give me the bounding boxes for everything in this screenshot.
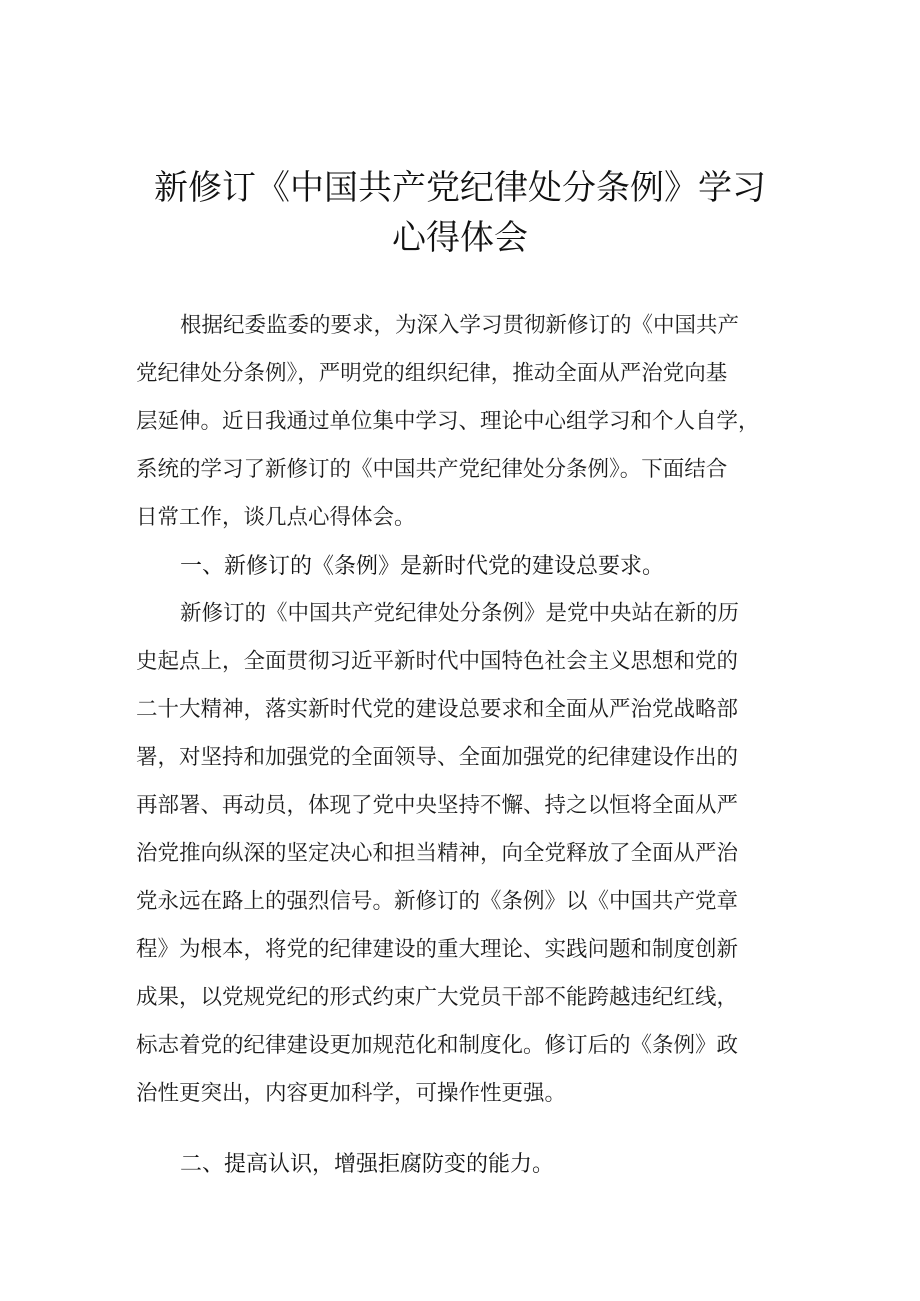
section-1-line: 史起点上，全面贯彻习近平新时代中国特色社会主义思想和党的 xyxy=(136,649,739,674)
section-2-heading: 二、提高认识，增强拒腐防变的能力。 xyxy=(180,1152,555,1177)
document-title-line-1: 新修订《中国共产党纪律处分条例》学习 xyxy=(154,168,766,208)
intro-line: 根据纪委监委的要求，为深入学习贯彻新修订的《中国共产 xyxy=(180,313,740,338)
intro-line: 党纪律处分条例》，严明党的组织纪律，推动全面从严治党向基 xyxy=(136,361,728,386)
intro-line: 系统的学习了新修订的《中国共产党纪律处分条例》。下面结合 xyxy=(136,457,728,482)
section-1-line: 成果，以党规党纪的形式约束广大党员干部不能跨越违纪红线， xyxy=(136,985,739,1010)
section-1-line: 署，对坚持和加强党的全面领导、全面加强党的纪律建设作出的 xyxy=(136,745,739,770)
section-1-line: 治党推向纵深的坚定决心和担当精神，向全党释放了全面从严治 xyxy=(136,841,739,866)
section-1-line: 二十大精神，落实新时代党的建设总要求和全面从严治党战略部 xyxy=(136,697,739,722)
intro-line: 层延伸。近日我通过单位集中学习、理论中心组学习和个人自学， xyxy=(136,409,760,434)
section-1-line: 治性更突出，内容更加科学，可操作性更强。 xyxy=(136,1081,567,1106)
section-1-paragraph xyxy=(136,590,796,1118)
document-title-line-2: 心得体会 xyxy=(392,218,528,258)
section-1-line: 程》为根本，将党的纪律建设的重大理论、实践问题和制度创新 xyxy=(136,937,739,962)
intro-paragraph xyxy=(136,302,796,542)
section-1-line: 标志着党的纪律建设更加规范化和制度化。修订后的《条例》政 xyxy=(136,1033,739,1058)
section-1-line: 再部署、再动员，体现了党中央坚持不懈、持之以恒将全面从严 xyxy=(136,793,739,818)
section-1-line: 党永远在路上的强烈信号。新修订的《条例》以《中国共产党章 xyxy=(136,889,739,914)
section-1-heading: 一、新修订的《条例》是新时代党的建设总要求。 xyxy=(180,554,665,579)
intro-line: 日常工作，谈几点心得体会。 xyxy=(136,505,416,530)
section-1-line: 新修订的《中国共产党纪律处分条例》是党中央站在新的历 xyxy=(180,601,740,626)
